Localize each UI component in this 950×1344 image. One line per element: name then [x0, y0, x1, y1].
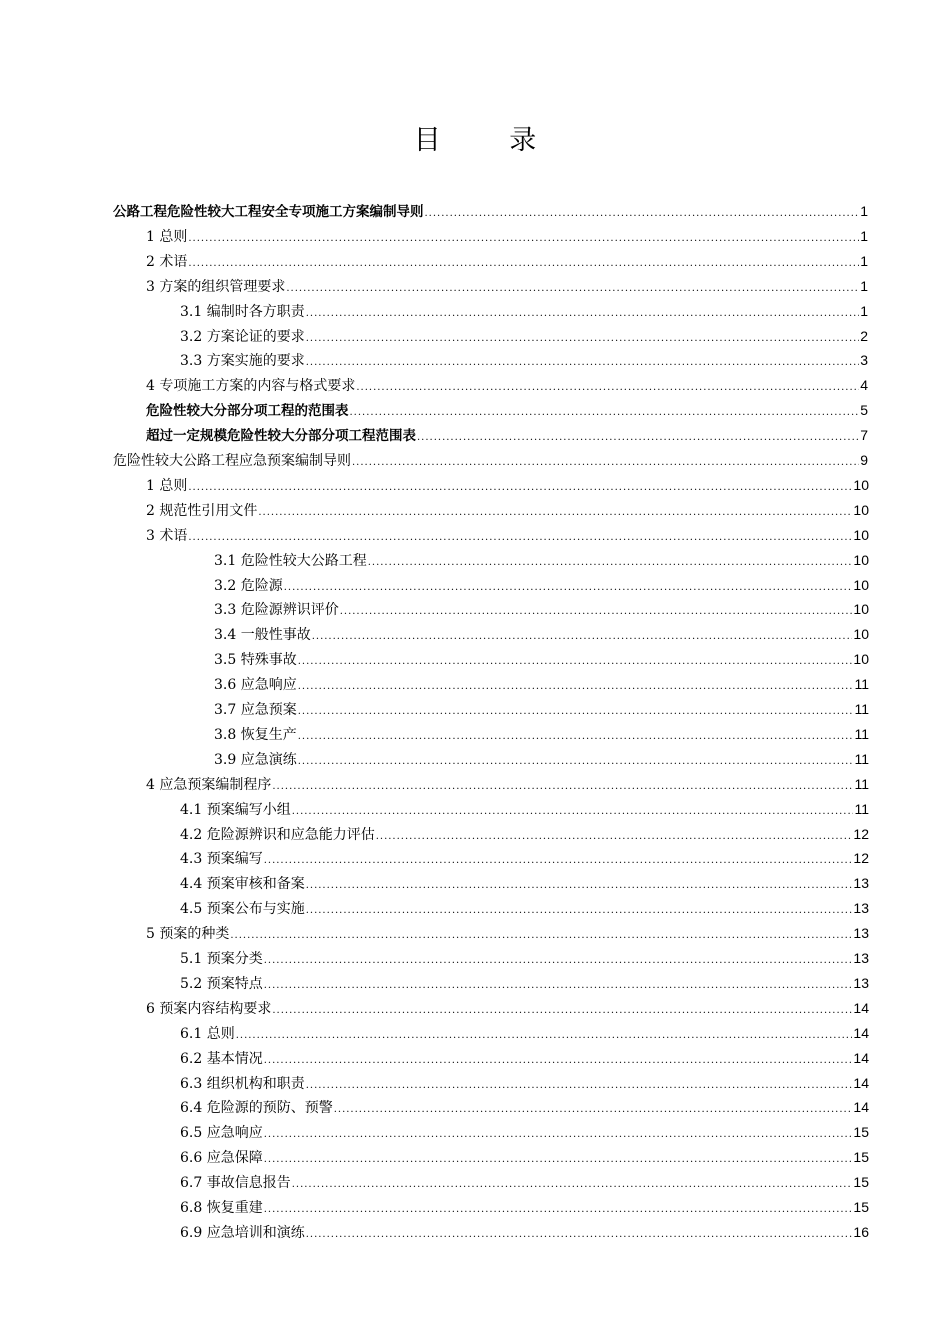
toc-entry-title: 3.2 方案论证的要求	[180, 328, 305, 345]
toc-leader-dots	[292, 799, 854, 824]
toc-page-number: 14	[853, 999, 869, 1016]
toc-leader-dots	[306, 1222, 853, 1247]
toc-leader-dots	[368, 550, 853, 575]
toc-leader-dots	[298, 674, 854, 699]
toc-entry-title: 2 术语	[146, 253, 188, 270]
toc-entry[interactable]	[180, 1220, 869, 1245]
toc-entry-title: 3 方案的组织管理要求	[146, 278, 286, 295]
toc-entry-title: 6.2 基本情况	[180, 1050, 263, 1067]
toc-leader-dots	[264, 948, 853, 973]
toc-entry[interactable]	[180, 1170, 869, 1195]
toc-leader-dots	[188, 525, 852, 550]
toc-entry-title: 6.4 危险源的预防、预警	[180, 1100, 333, 1117]
toc-leader-dots	[376, 824, 853, 849]
toc-entry-title: 5 预案的种类	[146, 926, 230, 943]
toc-entry-title: 4.5 预案公布与实施	[180, 901, 305, 918]
toc-entry-title: 6.5 应急响应	[180, 1125, 263, 1142]
toc-page-number: 15	[853, 1174, 869, 1191]
toc-entry[interactable]	[146, 423, 868, 448]
toc-entry[interactable]	[214, 747, 869, 772]
toc-page-number: 15	[853, 1149, 869, 1166]
toc-entry[interactable]	[180, 1071, 869, 1096]
toc-entry-title: 6.3 组织机构和职责	[180, 1075, 305, 1092]
toc-entry-title: 3.5 特殊事故	[214, 652, 297, 669]
toc-entry-title: 4.2 危险源辨识和应急能力评估	[180, 826, 375, 843]
toc-page-number: 11	[854, 676, 869, 693]
toc-entry-title: 3.4 一般性事故	[214, 627, 311, 644]
toc-entry[interactable]	[180, 871, 869, 896]
toc-page-number: 2	[860, 327, 868, 344]
toc-page-number: 11	[854, 701, 869, 717]
toc-page-number: 13	[853, 875, 869, 892]
toc-entry-title: 6 预案内容结构要求	[146, 1000, 272, 1017]
toc-entry-title: 4 应急预案编制程序	[146, 776, 272, 793]
toc-page-number: 16	[853, 1223, 869, 1240]
toc-leader-dots	[236, 1023, 853, 1048]
toc-page-number: 11	[854, 775, 869, 792]
toc-leader-dots	[306, 301, 859, 326]
toc-page-number: 1	[860, 252, 868, 269]
toc-entry[interactable]	[180, 1021, 869, 1046]
toc-leader-dots	[264, 1147, 853, 1172]
toc-leader-dots	[298, 749, 854, 774]
toc-leader-dots	[264, 1197, 853, 1222]
toc-entry-title: 4.4 预案审核和备案	[180, 876, 305, 893]
toc-entry[interactable]	[113, 448, 868, 473]
toc-page-number: 10	[853, 626, 869, 643]
toc-page-number: 10	[853, 551, 869, 568]
toc-entry-title: 危险性较大公路工程应急预案编制导则	[113, 453, 351, 469]
toc-leader-dots	[188, 475, 852, 500]
toc-entry[interactable]	[180, 348, 868, 373]
toc-entry-title: 3.3 方案实施的要求	[180, 353, 305, 370]
toc-entry-title: 6.6 应急保障	[180, 1150, 263, 1167]
toc-entry-title: 4.1 预案编写小组	[180, 801, 291, 818]
toc-page-number: 12	[853, 850, 869, 867]
toc-leader-dots	[417, 425, 859, 450]
toc-leader-dots	[286, 276, 859, 301]
toc-entry-title: 2 规范性引用文件	[146, 502, 258, 519]
toc-entry[interactable]	[180, 822, 869, 847]
toc-page-number: 7	[860, 427, 868, 444]
toc-entry[interactable]	[146, 523, 869, 548]
toc-leader-dots	[306, 350, 859, 375]
toc-entry-title: 危险性较大分部分项工程的范围表	[146, 403, 349, 420]
toc-leader-dots	[298, 699, 854, 724]
toc-page-number: 14	[853, 1099, 869, 1116]
toc-entry-title: 3.2 危险源	[214, 577, 283, 594]
toc-entry-title: 3.1 危险性较大公路工程	[214, 552, 367, 569]
toc-leader-dots	[188, 251, 859, 276]
toc-entry-title: 1 总则	[146, 477, 188, 494]
toc-page-number: 1	[860, 227, 868, 244]
toc-entry-title: 5.2 预案特点	[180, 975, 263, 992]
toc-page-number: 14	[853, 1024, 869, 1041]
toc-page-number: 15	[853, 1199, 869, 1215]
toc-entry-title: 3.6 应急响应	[214, 677, 297, 694]
toc-page-number: 9	[860, 452, 868, 468]
toc-entry[interactable]	[146, 996, 869, 1021]
toc-page-number: 14	[853, 1049, 869, 1066]
toc-entry[interactable]	[180, 971, 869, 996]
toc-entry-title: 3 术语	[146, 527, 188, 544]
toc-page-number: 11	[854, 750, 869, 767]
toc-leader-dots	[356, 375, 859, 400]
toc-page-number: 14	[853, 1074, 869, 1091]
toc-leader-dots	[340, 599, 853, 624]
toc-leader-dots	[306, 326, 859, 351]
toc-entry[interactable]	[180, 1120, 869, 1145]
toc-leader-dots	[230, 923, 852, 948]
toc-entry[interactable]	[180, 846, 869, 871]
toc-entry[interactable]	[146, 498, 869, 523]
toc-entry[interactable]	[146, 249, 868, 274]
toc-entry[interactable]	[214, 647, 869, 672]
toc-page-number: 10	[853, 651, 869, 668]
toc-page-number: 11	[854, 800, 869, 817]
toc-entry[interactable]	[180, 896, 869, 921]
toc-entry[interactable]	[180, 1145, 869, 1170]
toc-entry-title: 4 专项施工方案的内容与格式要求	[146, 378, 356, 395]
toc-entry[interactable]	[214, 597, 869, 622]
toc-page-number: 12	[853, 825, 869, 842]
toc-leader-dots	[264, 848, 853, 873]
toc-leader-dots	[298, 649, 853, 674]
page-title: 目 录	[413, 125, 567, 156]
toc-page-number: 1	[860, 203, 868, 219]
toc-page-number: 13	[853, 900, 869, 917]
toc-entry[interactable]	[146, 274, 868, 299]
toc-entry[interactable]	[180, 1046, 869, 1071]
toc-entry-title: 公路工程危险性较大工程安全专项施工方案编制导则	[113, 204, 424, 220]
toc-entry-title: 5.1 预案分类	[180, 951, 263, 967]
toc-leader-dots	[306, 898, 853, 923]
toc-entry-title: 3.3 危险源辨识评价	[214, 602, 339, 619]
toc-entry[interactable]	[146, 373, 868, 398]
toc-entry-title: 6.8 恢复重建	[180, 1200, 263, 1216]
toc-entry-title: 4.3 预案编写	[180, 851, 263, 868]
toc-entry[interactable]	[214, 672, 869, 697]
toc-entry[interactable]	[214, 622, 869, 647]
toc-leader-dots	[258, 500, 852, 525]
toc-entry[interactable]	[180, 1095, 869, 1120]
toc-entry[interactable]	[214, 548, 869, 573]
toc-leader-dots	[264, 1122, 853, 1147]
toc-entry-title: 3.8 恢复生产	[214, 726, 297, 743]
toc-page-number: 15	[853, 1124, 869, 1141]
toc-entry-title: 1 总则	[146, 228, 188, 245]
toc-page-number: 1	[860, 302, 868, 319]
toc-entry[interactable]	[146, 398, 868, 423]
toc-leader-dots	[298, 724, 854, 749]
toc-entry-title: 6.1 总则	[180, 1025, 235, 1042]
toc-entry[interactable]	[180, 797, 869, 822]
toc-entry[interactable]	[146, 473, 869, 498]
toc-entry-title: 3.1 编制时各方职责	[180, 303, 305, 320]
toc-leader-dots	[188, 226, 859, 251]
toc-entry[interactable]	[180, 299, 868, 324]
toc-entry-title: 超过一定规模危险性较大分部分项工程范围表	[146, 428, 416, 445]
toc-leader-dots	[272, 774, 853, 799]
toc-page-number: 4	[860, 377, 868, 394]
toc-page-number: 11	[854, 725, 869, 742]
toc-entry[interactable]	[146, 772, 869, 797]
toc-leader-dots	[350, 400, 860, 425]
toc-entry[interactable]	[214, 722, 869, 747]
toc-leader-dots	[264, 973, 853, 998]
toc-page-number: 5	[860, 402, 868, 419]
toc-entry-title: 3.9 应急演练	[214, 751, 297, 768]
toc-leader-dots	[312, 624, 853, 649]
toc-leader-dots	[334, 1097, 853, 1122]
toc-entry[interactable]	[146, 921, 869, 946]
toc-page-number: 3	[860, 352, 868, 369]
toc-entry-title: 6.9 应急培训和演练	[180, 1224, 305, 1241]
toc-page-number: 1	[860, 277, 868, 294]
toc-leader-dots	[264, 1048, 853, 1073]
toc-leader-dots	[306, 1073, 853, 1098]
toc-entry[interactable]	[214, 573, 869, 598]
toc-leader-dots	[352, 450, 859, 475]
toc-entry[interactable]	[180, 324, 868, 349]
toc-page-number: 10	[853, 501, 869, 518]
toc-leader-dots	[272, 998, 852, 1023]
toc-page-number: 13	[853, 925, 869, 942]
toc-leader-dots	[306, 873, 853, 898]
toc-entry[interactable]	[113, 199, 868, 224]
toc-entry[interactable]	[180, 946, 869, 971]
toc-entry[interactable]	[146, 224, 868, 249]
toc-page-number: 10	[853, 576, 869, 593]
toc-entry[interactable]	[214, 697, 869, 722]
toc-leader-dots	[284, 575, 853, 600]
toc-entry-title: 3.7 应急预案	[214, 702, 297, 718]
toc-page-number: 13	[853, 950, 869, 966]
toc-page-number: 10	[853, 526, 869, 543]
toc-entry-title: 6.7 事故信息报告	[180, 1175, 291, 1192]
toc-leader-dots	[425, 201, 860, 226]
toc-page-number: 10	[853, 476, 869, 493]
toc-page-number: 13	[853, 974, 869, 991]
toc-leader-dots	[292, 1172, 853, 1197]
toc-entry[interactable]	[180, 1195, 869, 1220]
toc-page-number: 10	[853, 601, 869, 618]
